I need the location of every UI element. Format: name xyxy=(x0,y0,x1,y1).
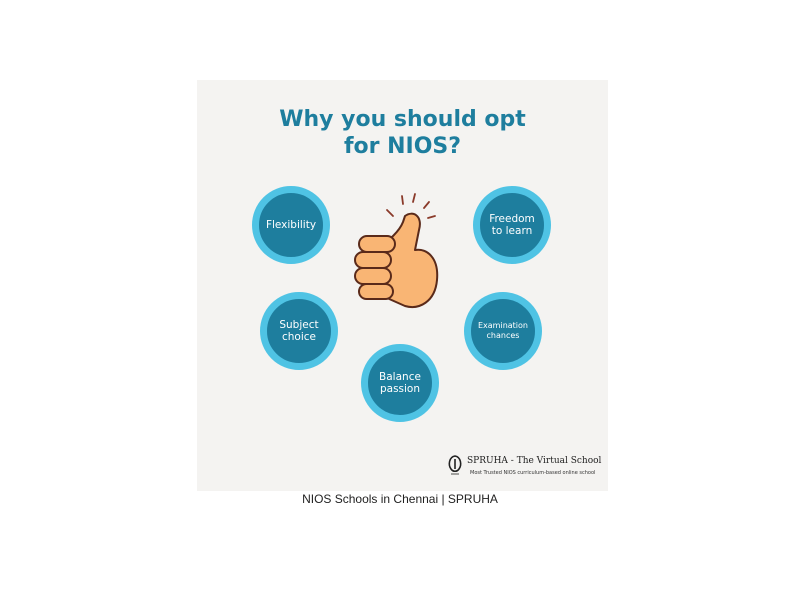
circle-label: Examination xyxy=(477,321,528,330)
circle-label: passion xyxy=(379,383,421,395)
image-caption: NIOS Schools in Chennai | SPRUHA xyxy=(302,492,498,506)
circle-subject-choice xyxy=(260,292,338,370)
logo-name: SPRUHA - The Virtual School xyxy=(467,456,602,466)
title-line-1: Why you should opt xyxy=(279,107,526,132)
circle-balance-passion xyxy=(361,344,439,422)
circle-flexibility xyxy=(252,186,330,264)
circle-examination-chances xyxy=(464,292,542,370)
circle-label: to learn xyxy=(491,225,533,237)
circle-label: Freedom xyxy=(489,213,535,225)
nios-poster xyxy=(197,80,608,491)
circle-freedom-to-learn xyxy=(473,186,551,264)
logo-tagline: Most Trusted NIOS curriculum-based online school xyxy=(470,470,596,476)
circle-label: choice xyxy=(281,331,316,343)
thumbs-up-icon xyxy=(347,188,447,313)
spruha-logo-icon xyxy=(445,453,465,479)
title-line-2: for NIOS? xyxy=(343,134,462,159)
circle-label: Flexibility xyxy=(265,219,317,231)
circle-label: Subject xyxy=(279,319,319,331)
circle-label: Balance xyxy=(379,371,421,383)
circle-label: chances xyxy=(486,331,520,340)
poster-title xyxy=(197,106,608,160)
